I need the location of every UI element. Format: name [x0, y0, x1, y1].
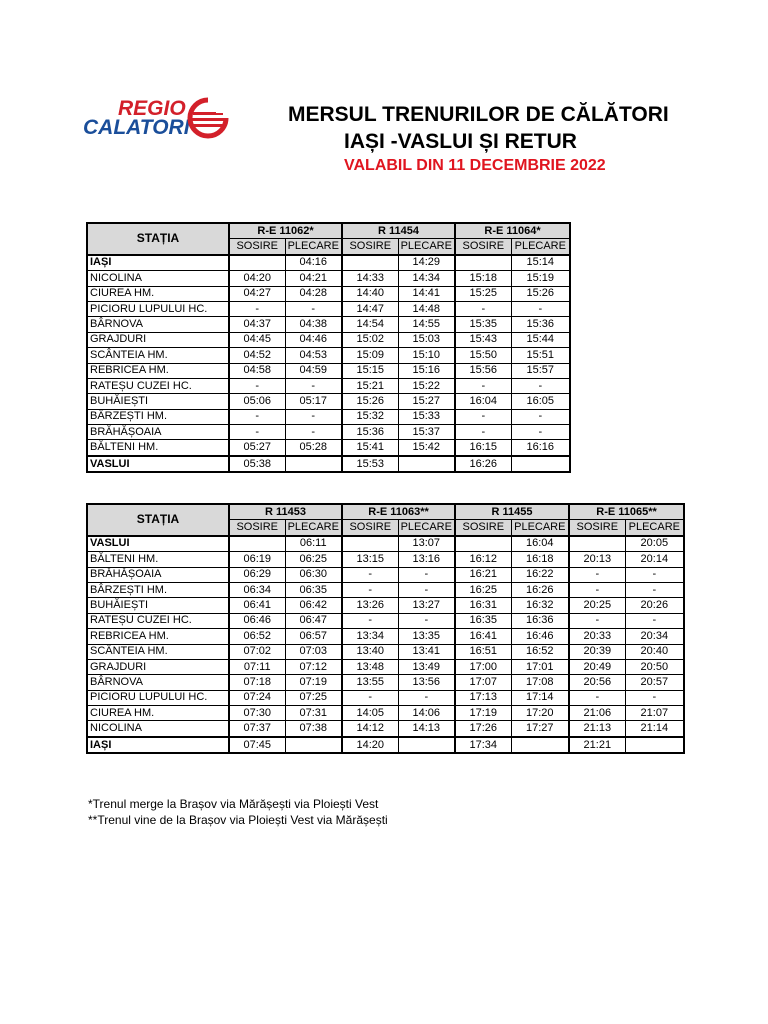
departure-header: PLECARE — [625, 520, 684, 536]
arrival-time — [569, 536, 625, 552]
departure-time: 07:03 — [285, 644, 342, 659]
arrival-time: 16:41 — [455, 629, 511, 644]
regio-calatori-logo — [82, 97, 228, 143]
arrival-time: 05:38 — [229, 456, 285, 472]
departure-time: 15:14 — [511, 255, 570, 271]
arrival-time: 14:40 — [342, 286, 398, 301]
departure-time: 20:50 — [625, 659, 684, 674]
departure-time: 07:19 — [285, 675, 342, 690]
departure-time: 20:40 — [625, 644, 684, 659]
departure-time: 17:27 — [511, 721, 569, 737]
departure-time: 16:18 — [511, 552, 569, 567]
departure-time: - — [511, 378, 570, 393]
table-row — [87, 363, 570, 378]
arrival-time — [229, 255, 285, 271]
station-name: IAȘI — [87, 255, 229, 271]
arrival-time: 06:46 — [229, 613, 285, 628]
departure-time: 14:34 — [398, 271, 455, 286]
departure-time: - — [398, 613, 455, 628]
station-name: GRAJDURI — [87, 332, 229, 347]
arrival-time: 07:24 — [229, 690, 285, 705]
departure-time: 15:37 — [398, 425, 455, 440]
arrival-time: 06:52 — [229, 629, 285, 644]
departure-header: PLECARE — [511, 520, 569, 536]
departure-header: PLECARE — [285, 239, 342, 255]
departure-time: - — [285, 378, 342, 393]
arrival-time: 16:26 — [455, 456, 511, 472]
station-name: CIUREA HM. — [87, 706, 229, 721]
departure-time: 07:12 — [285, 659, 342, 674]
station-name: RATEȘU CUZEI HC. — [87, 378, 229, 393]
arrival-time: 14:20 — [342, 737, 398, 753]
departure-time: - — [625, 690, 684, 705]
departure-time: 17:14 — [511, 690, 569, 705]
station-name: BUHĂIEȘTI — [87, 394, 229, 409]
arrival-time: 20:56 — [569, 675, 625, 690]
arrival-time: 15:21 — [342, 378, 398, 393]
table-row — [87, 582, 684, 597]
departure-time: 21:14 — [625, 721, 684, 737]
arrival-time: - — [229, 378, 285, 393]
departure-time: 07:38 — [285, 721, 342, 737]
departure-time: 13:56 — [398, 675, 455, 690]
departure-time: 13:27 — [398, 598, 455, 613]
timetable-vaslui-iasi — [86, 503, 685, 754]
departure-time: 15:57 — [511, 363, 570, 378]
arrival-time: 13:55 — [342, 675, 398, 690]
departure-time: 13:07 — [398, 536, 455, 552]
station-name: GRAJDURI — [87, 659, 229, 674]
timetable-iasi-vaslui — [86, 222, 571, 473]
arrival-time: - — [342, 582, 398, 597]
arrival-time: 13:40 — [342, 644, 398, 659]
departure-time: 13:41 — [398, 644, 455, 659]
arrival-time: - — [455, 301, 511, 316]
arrival-time: 21:13 — [569, 721, 625, 737]
departure-time: 07:31 — [285, 706, 342, 721]
arrival-time: 15:26 — [342, 394, 398, 409]
departure-time: 14:29 — [398, 255, 455, 271]
arrival-time: 06:34 — [229, 582, 285, 597]
arrival-time — [229, 536, 285, 552]
arrival-time: 15:35 — [455, 317, 511, 332]
station-name: BÂRZEȘTI HM. — [87, 409, 229, 424]
logo-emblem-icon — [187, 97, 229, 139]
departure-time: 15:22 — [398, 378, 455, 393]
departure-time: 13:16 — [398, 552, 455, 567]
departure-time: 16:26 — [511, 582, 569, 597]
table-row — [87, 378, 570, 393]
arrival-time: 20:49 — [569, 659, 625, 674]
departure-time: - — [625, 613, 684, 628]
station-name: BÂRNOVA — [87, 675, 229, 690]
train-header: R-E 11063** — [342, 504, 455, 520]
departure-time: 16:04 — [511, 536, 569, 552]
departure-time: - — [625, 582, 684, 597]
station-name: BRĂHĂȘOAIA — [87, 567, 229, 582]
arrival-time: - — [342, 613, 398, 628]
arrival-time: 14:12 — [342, 721, 398, 737]
arrival-time — [455, 536, 511, 552]
departure-time: 15:10 — [398, 348, 455, 363]
station-name: RATEȘU CUZEI HC. — [87, 613, 229, 628]
arrival-time: 15:02 — [342, 332, 398, 347]
arrival-time: - — [455, 378, 511, 393]
arrival-time: 20:39 — [569, 644, 625, 659]
arrival-time: 04:45 — [229, 332, 285, 347]
arrival-time: - — [229, 425, 285, 440]
table-row — [87, 456, 570, 472]
departure-header: PLECARE — [398, 239, 455, 255]
arrival-time: 15:15 — [342, 363, 398, 378]
table-row — [87, 271, 570, 286]
arrival-time: 15:25 — [455, 286, 511, 301]
arrival-time: 16:31 — [455, 598, 511, 613]
arrival-time: 16:15 — [455, 440, 511, 456]
arrival-header: SOSIRE — [229, 520, 285, 536]
departure-time: 06:25 — [285, 552, 342, 567]
departure-time: 16:52 — [511, 644, 569, 659]
departure-time: 13:35 — [398, 629, 455, 644]
departure-time: 17:20 — [511, 706, 569, 721]
departure-time: 17:08 — [511, 675, 569, 690]
departure-time: 16:46 — [511, 629, 569, 644]
departure-time: 15:33 — [398, 409, 455, 424]
departure-time: - — [625, 567, 684, 582]
station-name: BĂLTENI HM. — [87, 440, 229, 456]
arrival-time: 15:32 — [342, 409, 398, 424]
arrival-time — [342, 536, 398, 552]
departure-time: - — [285, 301, 342, 316]
departure-time: 14:06 — [398, 706, 455, 721]
table-row — [87, 567, 684, 582]
departure-time: 14:48 — [398, 301, 455, 316]
table-row — [87, 737, 684, 753]
table-row — [87, 425, 570, 440]
table-row — [87, 348, 570, 363]
table-row — [87, 409, 570, 424]
footnote: *Trenul merge la Brașov via Mărășești via Ploiești Vest — [88, 797, 379, 811]
train-header: R 11454 — [342, 223, 455, 239]
departure-time: 05:17 — [285, 394, 342, 409]
table-row — [87, 690, 684, 705]
departure-header: PLECARE — [398, 520, 455, 536]
departure-time: - — [511, 425, 570, 440]
departure-time: 06:47 — [285, 613, 342, 628]
footnotes — [88, 796, 388, 828]
validity-note: VALABIL DIN 11 DECEMBRIE 2022 — [344, 157, 606, 174]
arrival-time: 04:37 — [229, 317, 285, 332]
departure-time: 06:11 — [285, 536, 342, 552]
table-row — [87, 440, 570, 456]
arrival-time: 17:19 — [455, 706, 511, 721]
arrival-time: - — [569, 690, 625, 705]
logo-text-regio: REGIO — [118, 97, 186, 120]
arrival-time: 15:43 — [455, 332, 511, 347]
arrival-time: 16:25 — [455, 582, 511, 597]
station-name: REBRICEA HM. — [87, 629, 229, 644]
arrival-time: 13:15 — [342, 552, 398, 567]
departure-time: 16:36 — [511, 613, 569, 628]
arrival-time: 04:52 — [229, 348, 285, 363]
arrival-time: 07:37 — [229, 721, 285, 737]
departure-time: 15:51 — [511, 348, 570, 363]
arrival-time: 07:30 — [229, 706, 285, 721]
departure-time: 04:16 — [285, 255, 342, 271]
table-row — [87, 644, 684, 659]
departure-time — [625, 737, 684, 753]
departure-time: 05:28 — [285, 440, 342, 456]
table-row — [87, 552, 684, 567]
departure-time: 20:14 — [625, 552, 684, 567]
departure-time: 15:44 — [511, 332, 570, 347]
arrival-header: SOSIRE — [342, 520, 398, 536]
table-row — [87, 286, 570, 301]
departure-time: 15:03 — [398, 332, 455, 347]
arrival-time: 17:26 — [455, 721, 511, 737]
arrival-time: 15:41 — [342, 440, 398, 456]
departure-time: - — [511, 409, 570, 424]
departure-time: 15:36 — [511, 317, 570, 332]
departure-time — [398, 737, 455, 753]
departure-time: 16:22 — [511, 567, 569, 582]
arrival-time: 16:21 — [455, 567, 511, 582]
table-row — [87, 317, 570, 332]
departure-time — [285, 737, 342, 753]
table-row — [87, 301, 570, 316]
station-column-header: STAȚIA — [87, 504, 229, 536]
table-row — [87, 255, 570, 271]
station-name: CIUREA HM. — [87, 286, 229, 301]
arrival-time: 20:33 — [569, 629, 625, 644]
arrival-time: 06:19 — [229, 552, 285, 567]
arrival-header: SOSIRE — [229, 239, 285, 255]
table-row — [87, 629, 684, 644]
station-name: BĂLTENI HM. — [87, 552, 229, 567]
departure-time: 16:05 — [511, 394, 570, 409]
arrival-time: 07:11 — [229, 659, 285, 674]
departure-time: 04:21 — [285, 271, 342, 286]
station-name: NICOLINA — [87, 271, 229, 286]
station-name: BUHĂIEȘTI — [87, 598, 229, 613]
table-row — [87, 659, 684, 674]
station-name: PICIORU LUPULUI HC. — [87, 690, 229, 705]
table-row — [87, 394, 570, 409]
arrival-time: 15:50 — [455, 348, 511, 363]
station-name: BÂRZEȘTI HM. — [87, 582, 229, 597]
departure-time: 15:26 — [511, 286, 570, 301]
arrival-time: 16:35 — [455, 613, 511, 628]
station-name: BÂRNOVA — [87, 317, 229, 332]
departure-time: 06:35 — [285, 582, 342, 597]
station-name: VASLUI — [87, 456, 229, 472]
train-header: R-E 11064* — [455, 223, 570, 239]
arrival-time: 04:27 — [229, 286, 285, 301]
station-name: SCÂNTEIA HM. — [87, 348, 229, 363]
arrival-time: 16:51 — [455, 644, 511, 659]
departure-time: - — [398, 567, 455, 582]
arrival-time: 16:12 — [455, 552, 511, 567]
table-row — [87, 721, 684, 737]
arrival-time: - — [455, 425, 511, 440]
arrival-time: 04:20 — [229, 271, 285, 286]
table-row — [87, 675, 684, 690]
departure-time: 15:19 — [511, 271, 570, 286]
train-header: R-E 11065** — [569, 504, 684, 520]
departure-time: 20:05 — [625, 536, 684, 552]
departure-time: 04:59 — [285, 363, 342, 378]
arrival-time: - — [229, 301, 285, 316]
arrival-time: 07:18 — [229, 675, 285, 690]
departure-time: 21:07 — [625, 706, 684, 721]
arrival-time: - — [569, 613, 625, 628]
departure-time: 07:25 — [285, 690, 342, 705]
arrival-time: 14:47 — [342, 301, 398, 316]
departure-time: 16:16 — [511, 440, 570, 456]
arrival-header: SOSIRE — [342, 239, 398, 255]
arrival-time: 17:00 — [455, 659, 511, 674]
departure-header: PLECARE — [285, 520, 342, 536]
arrival-time: 17:07 — [455, 675, 511, 690]
arrival-time: 05:06 — [229, 394, 285, 409]
table-row — [87, 598, 684, 613]
departure-time: - — [398, 582, 455, 597]
departure-header: PLECARE — [511, 239, 570, 255]
arrival-time: 17:34 — [455, 737, 511, 753]
arrival-time — [342, 255, 398, 271]
arrival-time: 06:41 — [229, 598, 285, 613]
arrival-header: SOSIRE — [569, 520, 625, 536]
station-name: VASLUI — [87, 536, 229, 552]
departure-time: 14:13 — [398, 721, 455, 737]
arrival-time: 13:34 — [342, 629, 398, 644]
departure-time: 17:01 — [511, 659, 569, 674]
table-row — [87, 613, 684, 628]
departure-time: 16:32 — [511, 598, 569, 613]
arrival-time: - — [455, 409, 511, 424]
station-name: IAȘI — [87, 737, 229, 753]
train-header: R 11453 — [229, 504, 342, 520]
table-row — [87, 536, 684, 552]
arrival-time: - — [342, 567, 398, 582]
table-row — [87, 706, 684, 721]
arrival-time: 15:18 — [455, 271, 511, 286]
footnote: **Trenul vine de la Brașov via Ploiești Vest via Mărășești — [88, 813, 388, 827]
arrival-time: 04:58 — [229, 363, 285, 378]
departure-time: 15:42 — [398, 440, 455, 456]
station-name: SCÂNTEIA HM. — [87, 644, 229, 659]
station-column-header: STAȚIA — [87, 223, 229, 255]
arrival-time: 21:06 — [569, 706, 625, 721]
arrival-time: 20:25 — [569, 598, 625, 613]
arrival-time: - — [569, 567, 625, 582]
station-name: BRĂHĂȘOAIA — [87, 425, 229, 440]
departure-time: 04:46 — [285, 332, 342, 347]
departure-time: - — [398, 690, 455, 705]
arrival-time: 14:33 — [342, 271, 398, 286]
train-header: R 11455 — [455, 504, 569, 520]
station-name: NICOLINA — [87, 721, 229, 737]
logo-text-calatori: CALATORI — [83, 116, 190, 139]
arrival-time: - — [569, 582, 625, 597]
departure-time: - — [285, 409, 342, 424]
departure-time: 04:38 — [285, 317, 342, 332]
arrival-time — [455, 255, 511, 271]
arrival-time: 16:04 — [455, 394, 511, 409]
train-header: R-E 11062* — [229, 223, 342, 239]
arrival-time: 15:53 — [342, 456, 398, 472]
arrival-time: 07:02 — [229, 644, 285, 659]
arrival-time: 15:56 — [455, 363, 511, 378]
departure-time — [511, 456, 570, 472]
departure-time: 14:41 — [398, 286, 455, 301]
departure-time — [398, 456, 455, 472]
arrival-time: 20:13 — [569, 552, 625, 567]
station-name: REBRICEA HM. — [87, 363, 229, 378]
departure-time: 15:27 — [398, 394, 455, 409]
arrival-header: SOSIRE — [455, 520, 511, 536]
arrival-time: 13:26 — [342, 598, 398, 613]
arrival-time: 15:09 — [342, 348, 398, 363]
departure-time: 13:49 — [398, 659, 455, 674]
page-title: MERSUL TRENURILOR DE CĂLĂTORI — [288, 103, 669, 126]
departure-time: 15:16 — [398, 363, 455, 378]
departure-time: 04:28 — [285, 286, 342, 301]
departure-time: 14:55 — [398, 317, 455, 332]
departure-time — [511, 737, 569, 753]
departure-time — [285, 456, 342, 472]
departure-time: - — [285, 425, 342, 440]
arrival-time: - — [342, 690, 398, 705]
arrival-time: 15:36 — [342, 425, 398, 440]
departure-time: 20:57 — [625, 675, 684, 690]
station-name: PICIORU LUPULUI HC. — [87, 301, 229, 316]
arrival-header: SOSIRE — [455, 239, 511, 255]
departure-time: 06:57 — [285, 629, 342, 644]
arrival-time: 21:21 — [569, 737, 625, 753]
route-title: IAȘI -VASLUI ȘI RETUR — [344, 130, 577, 153]
departure-time: 06:30 — [285, 567, 342, 582]
departure-time: 04:53 — [285, 348, 342, 363]
departure-time: 20:26 — [625, 598, 684, 613]
arrival-time: 17:13 — [455, 690, 511, 705]
departure-time: 20:34 — [625, 629, 684, 644]
departure-time: 06:42 — [285, 598, 342, 613]
table-row — [87, 332, 570, 347]
arrival-time: 13:48 — [342, 659, 398, 674]
arrival-time: 14:54 — [342, 317, 398, 332]
arrival-time: 07:45 — [229, 737, 285, 753]
arrival-time: 06:29 — [229, 567, 285, 582]
arrival-time: - — [229, 409, 285, 424]
arrival-time: 05:27 — [229, 440, 285, 456]
arrival-time: 14:05 — [342, 706, 398, 721]
departure-time: - — [511, 301, 570, 316]
